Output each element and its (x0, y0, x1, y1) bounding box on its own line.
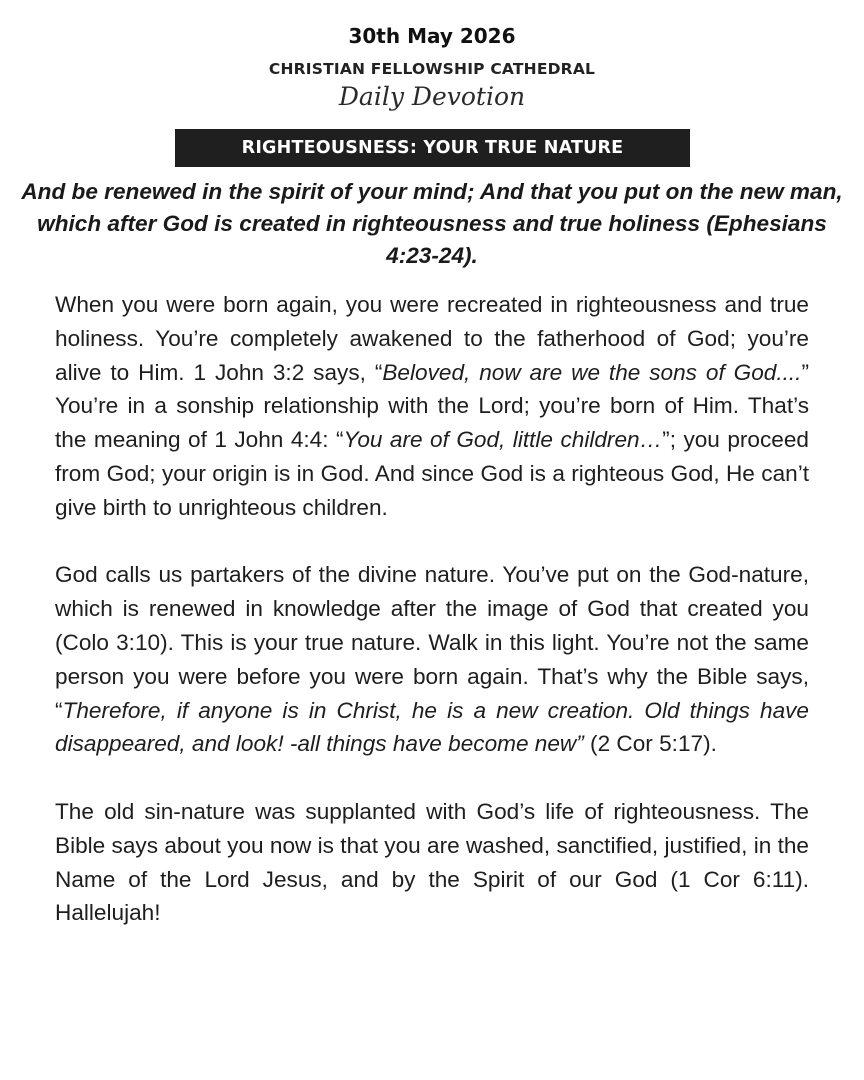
devotion-body (55, 288, 809, 964)
paragraph-1-quote-2: You are of God, little children… (343, 427, 663, 453)
paragraph-3: The old sin-nature was supplanted with God’s life of righteousness. The Bible says about you now is that you are washed, sanctified, justified, in the Name of the Lord Jesus, and by the Spirit of our God (1 Cor 6:11). Hallelujah! (55, 798, 809, 926)
church-name: CHRISTIAN FELLOWSHIP CATHEDRAL (268, 60, 596, 78)
devotion-title-banner: RIGHTEOUSNESS: YOUR TRUE NATURE (175, 129, 690, 167)
paragraph-1-quote-1: Beloved, now are we the sons of God.... (382, 359, 802, 385)
devotion-subtitle: Daily Devotion (338, 82, 526, 111)
devotion-date: 30th May 2026 (348, 24, 516, 48)
paragraph-2-text-b: (2 Cor 5:17). (583, 731, 717, 757)
paragraph-1 (55, 288, 809, 525)
scripture-verse: And be renewed in the spirit of your mind; And that you put on the new man, which after God is created in righteousness and true holiness (Ephesians 4:23-24). (21, 179, 843, 268)
paragraph-2 (55, 558, 809, 761)
paragraph-1-text-c: ”; you proceed from God; your origin is in God. And since God is a righteous God, He can’t give birth to unrighteous children. (55, 427, 809, 520)
paragraph-2-quote: Therefore, if anyone is in Christ, he is a new creation. Old things have disappeared, and look! -all things have become new” (55, 697, 809, 757)
paragraph-2-text-a: God calls us partakers of the divine nature. You’ve put on the God-nature, which is renewed in knowledge after the image of God that created you (Colo 3:10). This is your true nature. Walk in this light. You’re not the same person you were before you were born again. That’s why the Bible says, “ (55, 562, 809, 723)
paragraph-1-text-a: When you were born again, you were recreated in righteousness and true holiness. You’re completely awakened to the fatherhood of God; you’re alive to Him. 1 John 3:2 says, “ (55, 292, 809, 385)
paragraph-1-text-b: ” You’re in a sonship relationship with the Lord; you’re born of Him. That’s the meaning of 1 John 4:4: “ (55, 359, 809, 453)
